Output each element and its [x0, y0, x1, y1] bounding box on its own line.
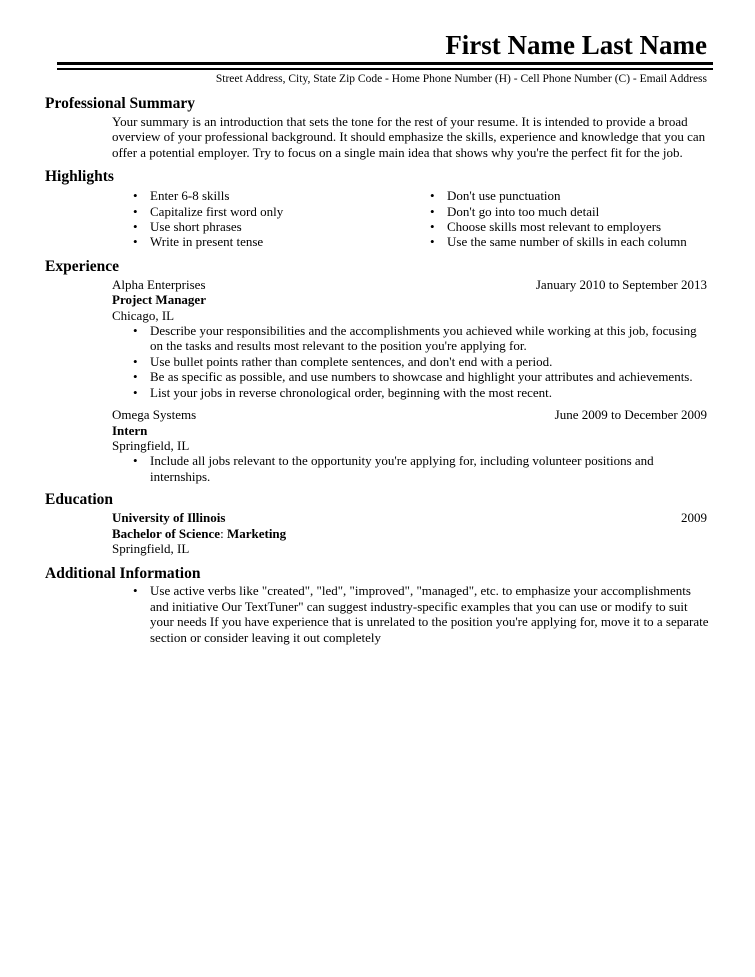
education-degree-line [112, 526, 755, 541]
experience-job [0, 407, 755, 484]
job-bullet-text: List your jobs in reverse chronological order, beginning with the most recent. [150, 384, 553, 400]
highlights-left-column [133, 188, 430, 250]
section-heading-additional-information: Additional Information [45, 565, 201, 583]
bullet-icon [133, 219, 150, 234]
job-title: Project Manager [112, 292, 206, 308]
education-degree-separator: : [220, 525, 227, 541]
section-heading-professional-summary: Professional Summary [45, 95, 195, 112]
highlight-text: Use short phrases [150, 219, 242, 235]
list-item [133, 354, 710, 369]
education-location: Springfield, IL [112, 540, 190, 556]
highlight-text: Capitalize first word only [150, 203, 284, 219]
additional-information-bullets [133, 583, 710, 645]
bullet-icon [133, 188, 150, 203]
education-degree: Bachelor of Science [112, 525, 221, 541]
highlight-text: Don't use punctuation [447, 188, 561, 204]
list-item [133, 385, 710, 400]
job-bullets [133, 453, 710, 484]
job-bullet-text: Describe your responsibilities and the accomplishments you achieved while working at this job, focusing on the tasks and results most relevant to the position you're applying for. [150, 323, 697, 354]
section-heading-experience: Experience [45, 257, 120, 275]
list-item [133, 323, 710, 354]
list-item [133, 204, 430, 219]
bullet-icon [133, 204, 150, 219]
job-bullet-text: Be as specific as possible, and use numbers to showcase and highlight your attributes and achievements. [150, 369, 693, 385]
job-title: Intern [112, 422, 148, 438]
list-item [133, 188, 430, 203]
highlight-text: Use the same number of skills in each column [447, 234, 687, 250]
header-rule [57, 62, 713, 70]
education-major: Marketing [226, 525, 287, 541]
job-header-row [112, 407, 707, 422]
education-year: 2009 [681, 510, 707, 526]
education-entry [0, 510, 755, 556]
job-bullet-text: Use bullet points rather than complete sentences, and don't end with a period. [150, 353, 553, 369]
section-heading-education: Education [45, 491, 114, 509]
bullet-icon [133, 234, 150, 249]
list-item [133, 453, 710, 484]
job-location: Chicago, IL [112, 307, 175, 323]
highlight-text: Enter 6-8 skills [150, 188, 230, 204]
highlights-right-column [430, 188, 699, 250]
list-item [133, 369, 710, 384]
highlight-text: Don't go into too much detail [447, 203, 600, 219]
additional-information-text: Use active verbs like "created", "led", "improved", "managed", etc. to emphasize your accomplishments and initiative Our TextTuner" can suggest industry-specific examples that you can use or modify to suit your needs If you have experience that is unrelated to the position you're applying for, move it to a separate section or consider leaving it out completely [150, 583, 709, 645]
bullet-icon [133, 323, 150, 354]
professional-summary-text: Your summary is an introduction that sets the tone for the rest of your resume. It is intended to provide a broad overview of your professional background. It should emphasize the skills, experience and knowledge that you can offer a potential employer. Try to focus on a single main idea that shows why you're the perfect fit for the job. [112, 114, 706, 160]
bullet-icon [133, 369, 150, 384]
bullet-icon [133, 453, 150, 484]
section-heading-highlights: Highlights [45, 168, 114, 186]
bullet-icon [133, 583, 150, 645]
list-item [430, 219, 699, 234]
education-header-row [112, 510, 707, 525]
job-company: Omega Systems [112, 407, 197, 423]
job-header-row [112, 277, 707, 292]
list-item [133, 219, 430, 234]
list-item [430, 234, 699, 249]
list-item [430, 188, 699, 203]
education-school: University of Illinois [112, 510, 226, 526]
bullet-icon [133, 354, 150, 369]
job-company: Alpha Enterprises [112, 276, 206, 292]
experience-job [0, 277, 755, 400]
resume-name: First Name Last Name [445, 30, 707, 60]
bullet-icon [133, 385, 150, 400]
job-dates: June 2009 to December 2009 [554, 407, 707, 423]
contact-line: Street Address, City, State Zip Code - Home Phone Number (H) - Cell Phone Number (C) - Email Address [215, 73, 707, 85]
highlight-text: Write in present tense [150, 234, 264, 250]
job-bullets [133, 323, 710, 400]
bullet-icon [430, 234, 447, 249]
bullet-icon [430, 219, 447, 234]
list-item [133, 583, 710, 645]
job-location: Springfield, IL [112, 437, 190, 453]
job-bullet-text: Include all jobs relevant to the opportunity you're applying for, including volunteer positions and internships. [150, 453, 654, 484]
list-item [430, 204, 699, 219]
highlights-columns [133, 188, 755, 250]
job-dates: January 2010 to September 2013 [535, 276, 707, 292]
bullet-icon [430, 204, 447, 219]
bullet-icon [430, 188, 447, 203]
highlight-text: Choose skills most relevant to employers [447, 219, 662, 235]
list-item [133, 234, 430, 249]
